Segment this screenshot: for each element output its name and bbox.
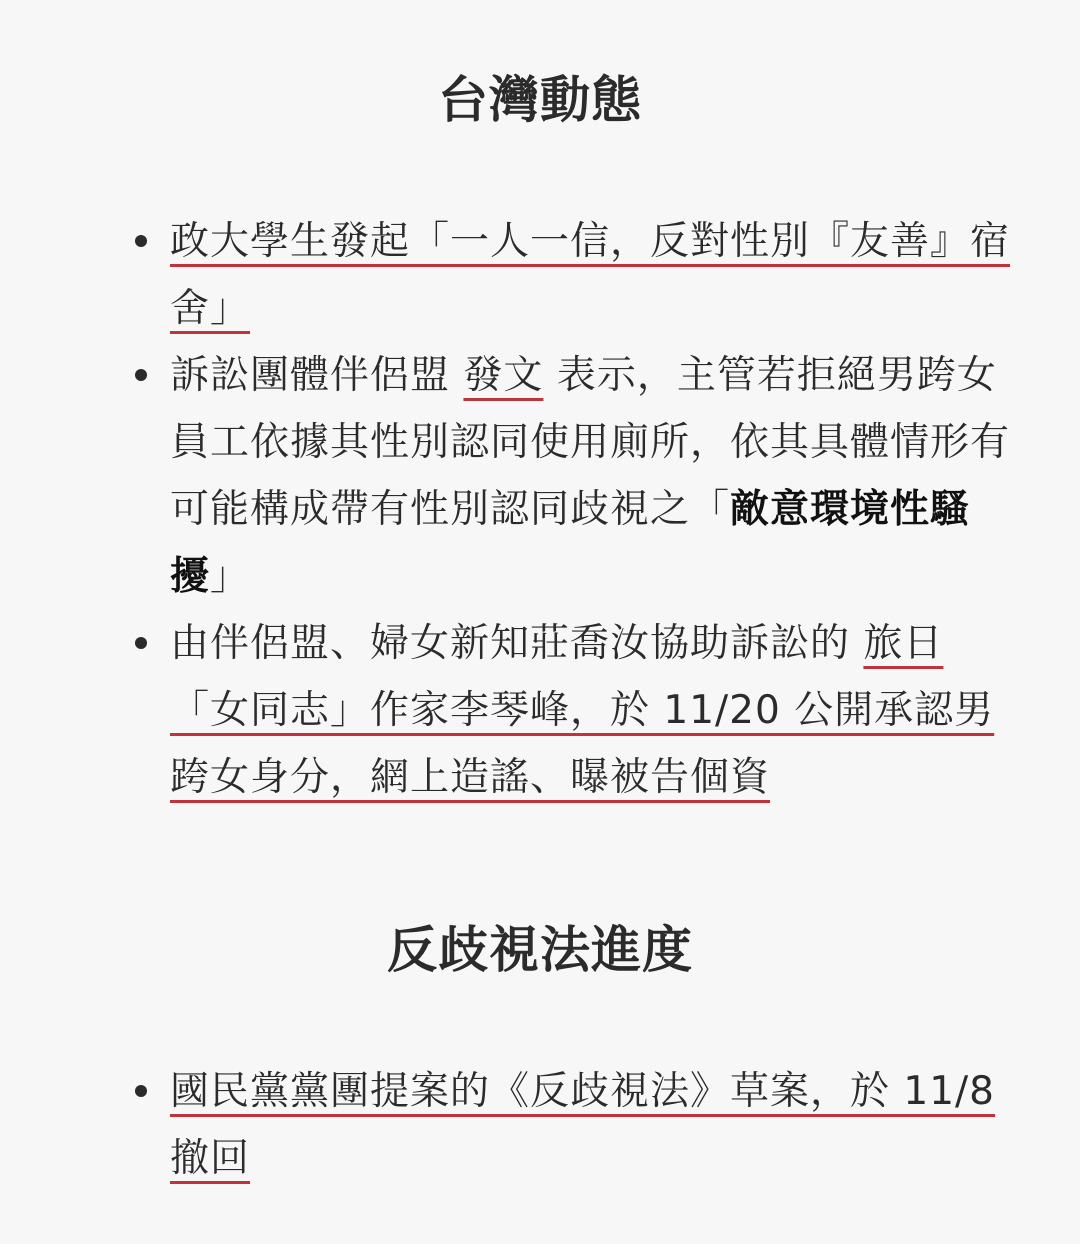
- item-text-bold: 敵意環境性騷擾: [170, 487, 971, 599]
- item-text-pre: 由伴侶盟、婦女新知莊喬汝協助訴訟的: [170, 621, 864, 666]
- list-item: [0, 1058, 1080, 1192]
- news-link-bill-withdrawn[interactable]: 國民黨黨團提案的《反歧視法》草案，於 11/8 撤回: [170, 1069, 995, 1181]
- item-text-pre: 訴訟團體伴侶盟: [170, 353, 464, 398]
- section-heading-taiwan-news: 台灣動態: [438, 71, 642, 129]
- item-text-post: 」: [210, 554, 251, 599]
- taiwan-news-list: [0, 208, 1080, 811]
- list-item: [0, 208, 1080, 342]
- news-link-writer[interactable]: 旅日「女同志」作家李琴峰，於 11/20 公開承認男跨女身分，網上造謠、曝被告個資: [170, 621, 995, 800]
- list-item: [0, 610, 1080, 811]
- section-heading-anti-discrimination: 反歧視法進度: [387, 921, 693, 979]
- news-link-statement[interactable]: 發文: [463, 353, 544, 398]
- item-text-mid: 表示，主管若拒絕男跨女員工依據其性別認同使用廁所，依其具體情形有可能構成帶有性別認同歧視之「: [170, 353, 1011, 532]
- news-link-nccu-students[interactable]: 政大學生發起「一人一信，反對性別『友善』宿舍」: [170, 219, 1011, 331]
- anti-discrimination-list: [0, 1058, 1080, 1192]
- list-item: [0, 342, 1080, 610]
